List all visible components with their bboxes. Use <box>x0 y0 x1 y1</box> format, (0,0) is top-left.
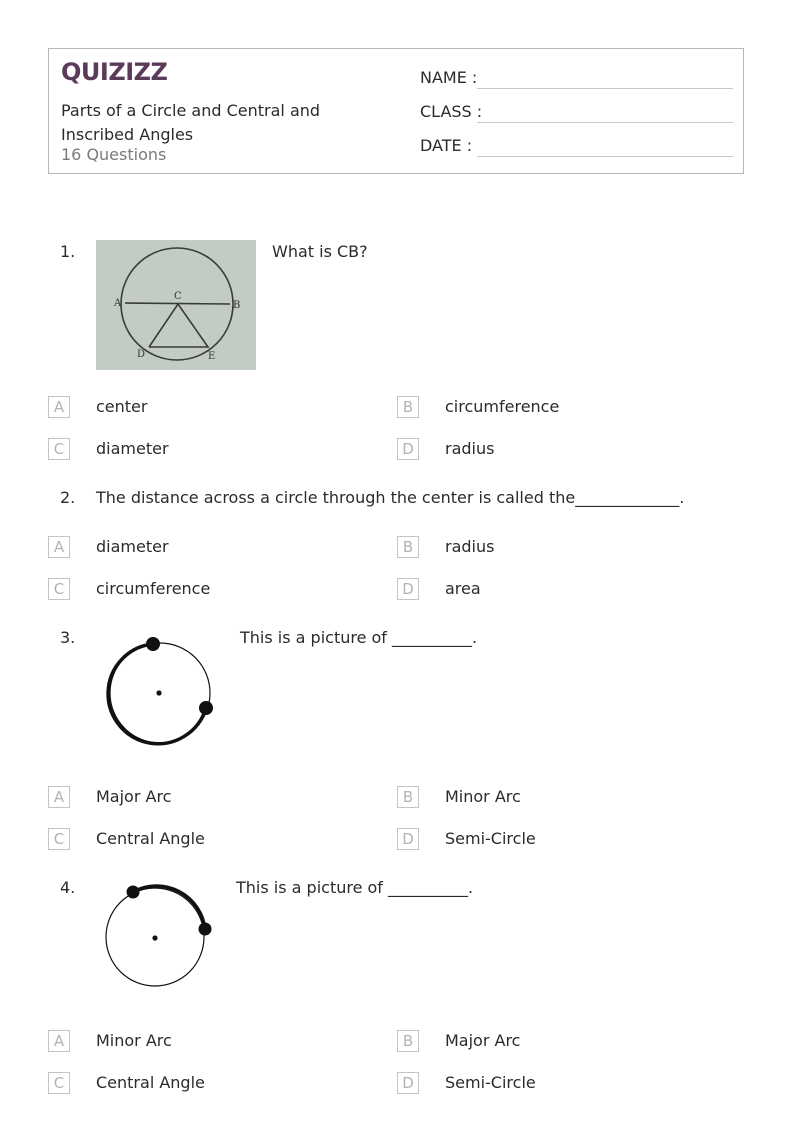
question-text: This is a picture of __________. <box>236 878 474 897</box>
option-text[interactable]: diameter <box>96 439 169 458</box>
quizizz-logo: QUIZIZZ <box>61 58 168 86</box>
option-text[interactable]: Semi-Circle <box>445 829 536 848</box>
option-text[interactable]: radius <box>445 537 495 556</box>
option-text[interactable]: circumference <box>96 579 211 598</box>
option-text[interactable]: radius <box>445 439 495 458</box>
option-letter[interactable]: C <box>48 828 70 850</box>
option-letter[interactable]: C <box>48 578 70 600</box>
option-letter[interactable]: C <box>48 1072 70 1094</box>
class-field[interactable] <box>477 122 733 123</box>
name-label: NAME : <box>420 68 478 87</box>
option-letter[interactable]: B <box>397 1030 419 1052</box>
point-label-c: C <box>174 291 182 302</box>
option-letter[interactable]: C <box>48 438 70 460</box>
option-text[interactable]: Central Angle <box>96 829 205 848</box>
option-text[interactable]: diameter <box>96 537 169 556</box>
option-letter[interactable]: D <box>397 578 419 600</box>
option-text[interactable]: Minor Arc <box>445 787 521 806</box>
date-field[interactable] <box>477 156 733 157</box>
option-text[interactable]: Semi-Circle <box>445 1073 536 1092</box>
option-letter[interactable]: A <box>48 1030 70 1052</box>
name-field[interactable] <box>477 88 733 89</box>
question-number: 1. <box>60 242 76 261</box>
question-number: 4. <box>60 878 76 897</box>
point-label-a: A <box>114 298 122 309</box>
option-text[interactable]: Minor Arc <box>96 1031 172 1050</box>
option-letter[interactable]: B <box>397 536 419 558</box>
option-text[interactable]: Central Angle <box>96 1073 205 1092</box>
option-letter[interactable]: A <box>48 396 70 418</box>
question-text: This is a picture of __________. <box>240 628 478 647</box>
point-label-d: D <box>137 349 146 360</box>
option-text[interactable]: circumference <box>445 397 560 416</box>
option-letter[interactable]: D <box>397 828 419 850</box>
option-text[interactable]: center <box>96 397 148 416</box>
minor-arc-figure <box>96 876 220 992</box>
question-text: What is CB? <box>272 242 368 261</box>
option-text[interactable]: Major Arc <box>96 787 172 806</box>
option-text[interactable]: Major Arc <box>445 1031 521 1050</box>
point-label-b: B <box>233 300 241 311</box>
question-number: 2. <box>60 488 76 507</box>
option-letter[interactable]: A <box>48 786 70 808</box>
question-number: 3. <box>60 628 76 647</box>
question-count: 16 Questions <box>61 145 167 164</box>
question-text: The distance across a circle through the center is called the_____________. <box>96 488 685 507</box>
option-letter[interactable]: D <box>397 438 419 460</box>
date-label: DATE : <box>420 136 473 155</box>
major-arc-figure <box>100 628 220 752</box>
worksheet-title: Parts of a Circle and Central and Inscribed Angles <box>61 101 321 144</box>
option-letter[interactable]: D <box>397 1072 419 1094</box>
option-letter[interactable]: A <box>48 536 70 558</box>
class-label: CLASS : <box>420 102 483 121</box>
option-letter[interactable]: B <box>397 396 419 418</box>
option-letter[interactable]: B <box>397 786 419 808</box>
circle-triangle-figure <box>96 240 256 370</box>
option-text[interactable]: area <box>445 579 481 598</box>
point-label-e: E <box>208 351 216 362</box>
